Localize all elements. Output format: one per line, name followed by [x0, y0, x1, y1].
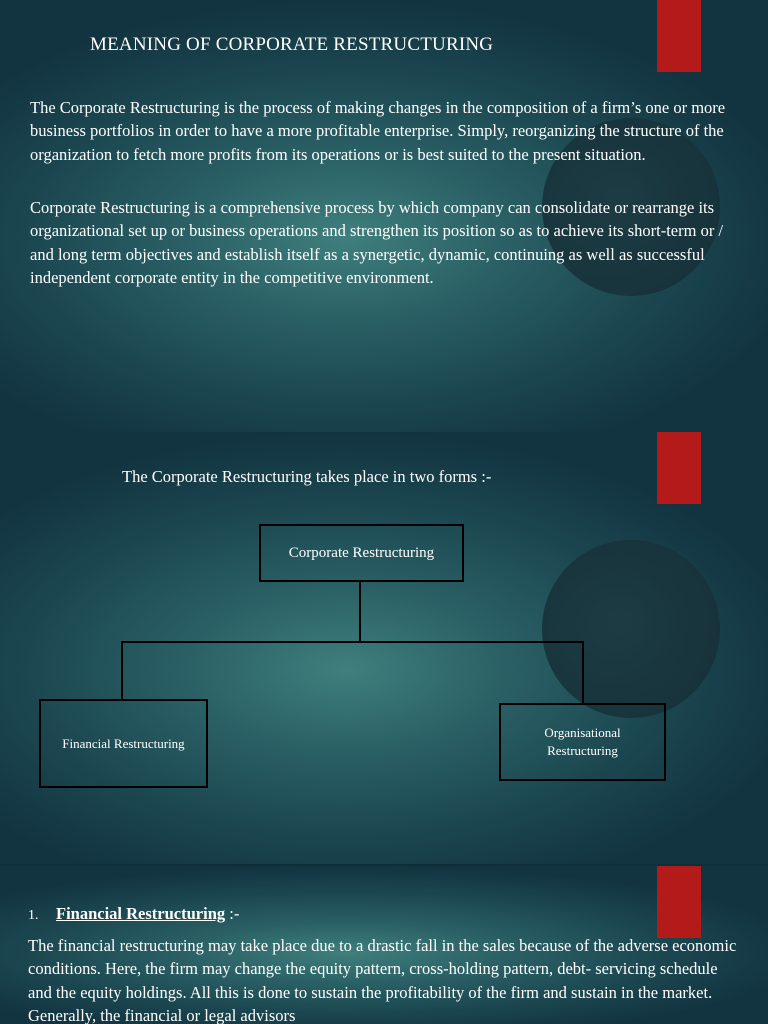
org-chart-organisational-label-line2: Restructuring	[547, 743, 618, 758]
slide-forms	[0, 432, 768, 864]
description-paragraph: Corporate Restructuring is a comprehensive process by which company can consolidate or rearrange its organizational set up or business operations and strengthen its position so as to achieve its short-term or / and long term objectives and establish itself as a synergetic, dynamic, continuing as well as successful independent corporate entity in the competitive environment.	[30, 198, 724, 287]
red-accent-bar	[657, 866, 701, 938]
slide-financial-restructuring	[0, 866, 768, 1024]
org-chart-root-label: Corporate Restructuring	[288, 544, 435, 561]
definition-paragraph: The Corporate Restructuring is the process of making changes in the composition of a firm’s one or more business portfolios in order to have a more profitable enterprise. Simply, reorganizing the structure of the organization to fetch more profits from its operations or is best suited to the present situation.	[30, 98, 726, 164]
slide-meaning	[0, 0, 768, 432]
connector-line	[121, 641, 123, 699]
org-chart-financial-box	[39, 699, 208, 788]
section-heading-suffix: :-	[225, 904, 240, 923]
decorative-circle	[542, 540, 720, 718]
connector-line	[359, 582, 361, 642]
financial-restructuring-paragraph: The financial restructuring may take place due to a drastic fall in the sales because of the adverse economic conditions. Here, the firm may change the equity pattern, cross-holding pattern, debt- servicing schedule and the equity holdings. All this is done to sustain the profitability of the firm and sustain in the market. Generally, the financial or legal advisors	[28, 936, 737, 1024]
org-chart-organisational-box	[499, 703, 666, 781]
connector-line	[582, 641, 584, 703]
org-chart-organisational-label-line1: Organisational	[544, 725, 621, 740]
section-number: 1.	[28, 908, 39, 923]
slide-title: MEANING OF CORPORATE RESTRUCTURING	[90, 34, 494, 55]
section-heading-text: Financial Restructuring	[56, 904, 226, 923]
section-heading	[28, 904, 239, 924]
org-chart-root-box	[259, 524, 464, 582]
connector-line	[121, 641, 584, 643]
red-accent-bar	[657, 432, 701, 504]
org-chart-financial-label: Financial Restructuring	[62, 735, 185, 751]
forms-intro-text: The Corporate Restructuring takes place in two forms :-	[122, 467, 492, 486]
red-accent-bar	[657, 0, 701, 72]
